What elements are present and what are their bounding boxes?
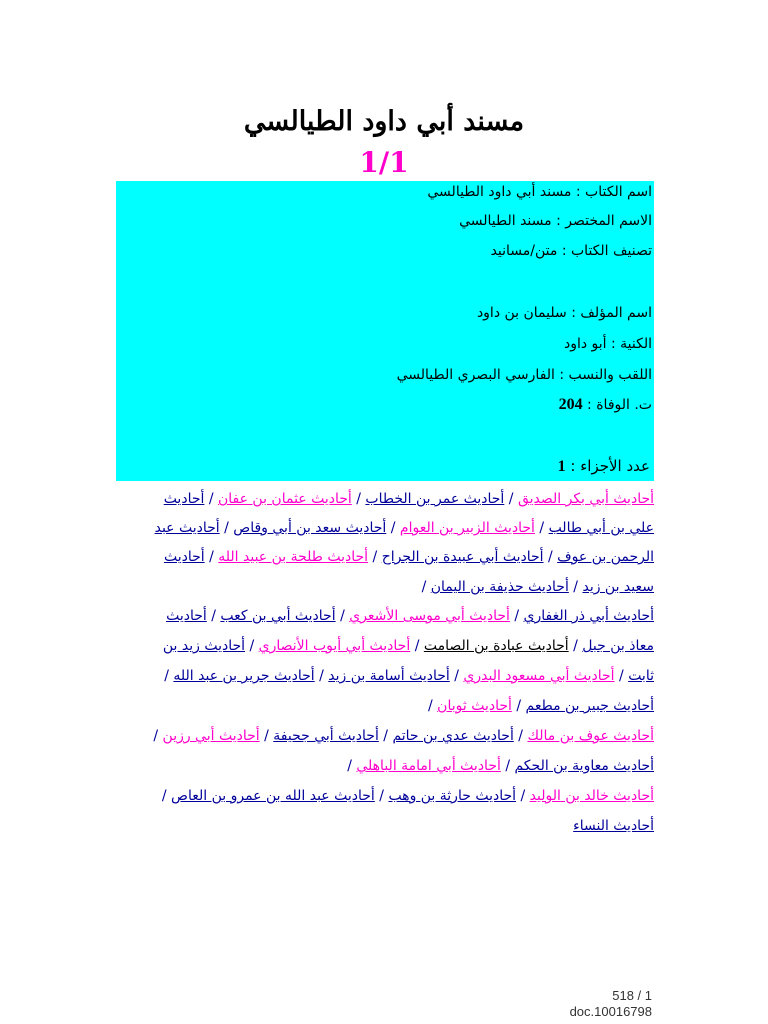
link-abdulrahman-part2[interactable]: الرحمن بن عوف xyxy=(557,549,654,565)
separator: / xyxy=(383,728,388,744)
separator: / xyxy=(161,788,167,804)
separator: / xyxy=(573,579,579,595)
link-muadh-part1[interactable]: أحاديث xyxy=(166,608,207,624)
death-value: 204 xyxy=(558,396,583,413)
info-kunya: الكنية : أبو داود xyxy=(563,336,652,352)
separator: / xyxy=(379,788,384,804)
separator: / xyxy=(514,608,520,624)
separator: / xyxy=(372,549,378,565)
link-abu-bakr[interactable]: أحاديث أبي بكر الصديق xyxy=(517,491,654,507)
link-muadh-part2[interactable]: معاذ بن جبل xyxy=(582,638,654,654)
links-line-8 xyxy=(428,691,654,721)
link-abdulrahman-part1[interactable]: أحاديث عبد xyxy=(154,520,220,536)
separator: / xyxy=(505,758,511,774)
link-hudhayfa[interactable]: أحاديث حذيفة بن اليمان xyxy=(430,579,569,595)
book-info-box xyxy=(116,181,654,481)
link-abdullah-amr[interactable]: أحاديث عبد الله بن عمرو بن العاص xyxy=(171,788,375,804)
link-jarir[interactable]: أحاديث جرير بن عبد الله xyxy=(173,668,315,684)
info-author: اسم المؤلف : سليمان بن داود xyxy=(476,305,652,321)
separator: / xyxy=(347,758,352,774)
links-line-3 xyxy=(164,542,654,572)
link-muawiya[interactable]: أحاديث معاوية بن الحكم xyxy=(514,758,654,774)
link-saeed-part1[interactable]: أحاديث xyxy=(163,549,205,565)
separator: / xyxy=(340,608,345,624)
link-jubayr[interactable]: أحاديث جبير بن مطعم xyxy=(525,698,654,714)
link-abu-umama[interactable]: أحاديث أبي امامة الباهلي xyxy=(356,758,501,774)
separator: / xyxy=(414,638,420,654)
separator: / xyxy=(153,728,159,744)
separator: / xyxy=(209,549,214,565)
link-saad[interactable]: أحاديث سعد بن أبي وقاص xyxy=(233,520,387,536)
separator: / xyxy=(539,520,545,536)
info-lineage: اللقب والنسب : الفارسي البصري الطيالسي xyxy=(396,367,652,383)
footer-page-count: 518 / 1 xyxy=(612,988,652,1003)
separator: / xyxy=(518,728,524,744)
separator: / xyxy=(249,638,255,654)
separator: / xyxy=(208,491,214,507)
link-abu-musa[interactable]: أحاديث أبي موسى الأشعري xyxy=(349,608,510,624)
separator: / xyxy=(520,788,526,804)
link-zayd-thabit-part2[interactable]: ثابت xyxy=(628,668,654,684)
link-abu-ubayda[interactable]: أحاديث أبي عبيدة بن الجراح xyxy=(381,549,544,565)
separator: / xyxy=(516,698,522,714)
links-line-10 xyxy=(347,751,654,781)
separator: / xyxy=(547,549,553,565)
link-adi[interactable]: أحاديث عدي بن حاتم xyxy=(392,728,514,744)
link-talha[interactable]: أحاديث طلحة بن عبيد الله xyxy=(218,549,369,565)
parts-label: عدد الأجزاء : xyxy=(565,457,650,475)
links-line-7 xyxy=(164,661,654,691)
separator: / xyxy=(211,608,216,624)
link-khalid[interactable]: أحاديث خالد بن الوليد xyxy=(529,788,654,804)
link-abu-ayyub[interactable]: أحاديث أبي أيوب الأنصاري xyxy=(258,638,411,654)
link-awf[interactable]: أحاديث عوف بن مالك xyxy=(527,728,654,744)
link-thawban[interactable]: أحاديث ثوبان xyxy=(437,698,512,714)
link-usama[interactable]: أحاديث أسامة بن زيد xyxy=(328,668,450,684)
separator: / xyxy=(421,579,427,595)
separator: / xyxy=(454,668,459,684)
separator: / xyxy=(619,668,624,684)
link-abu-masud[interactable]: أحاديث أبي مسعود البدري xyxy=(463,668,615,684)
link-ubayy[interactable]: أحاديث أبي بن كعب xyxy=(220,608,336,624)
death-label: ت. الوفاة : xyxy=(582,397,652,413)
link-ubada[interactable]: أحاديث عبادة بن الصامت xyxy=(423,638,569,654)
separator: / xyxy=(356,491,361,507)
links-line-1 xyxy=(164,484,654,514)
link-uthman[interactable]: أحاديث عثمان بن عفان xyxy=(218,491,352,507)
links-line-6 xyxy=(163,631,654,661)
link-ali-part2[interactable]: علي بن أبي طالب xyxy=(548,520,654,536)
separator: / xyxy=(573,638,578,654)
link-ali-part1[interactable]: أحاديث xyxy=(163,491,205,507)
link-abu-dharr[interactable]: أحاديث أبي ذر الغفاري xyxy=(523,608,654,624)
separator: / xyxy=(319,668,324,684)
link-zayd-thabit-part1[interactable]: أحاديث زيد بن xyxy=(162,638,246,654)
link-umar[interactable]: أحاديث عمر بن الخطاب xyxy=(365,491,505,507)
footer-doc-id: doc.10016798 xyxy=(569,1004,652,1019)
parts-value: 1 xyxy=(557,458,566,475)
links-line-4 xyxy=(422,572,654,602)
links-line-9 xyxy=(153,721,654,751)
info-short-name: الاسم المختصر : مسند الطيالسي xyxy=(459,213,652,229)
link-abu-razin[interactable]: أحاديث أبي رزين xyxy=(162,728,260,744)
link-haritha[interactable]: أحاديث حارثة بن وهب xyxy=(388,788,517,804)
links-line-5 xyxy=(166,601,654,631)
separator: / xyxy=(164,668,169,684)
info-book-name: اسم الكتاب : مسند أبي داود الطيالسي xyxy=(427,184,652,200)
link-saeed-part2[interactable]: سعيد بن زيد xyxy=(582,579,654,595)
link-women[interactable]: أحاديث النساء xyxy=(573,818,654,834)
link-abu-juhayfa[interactable]: أحاديث أبي جحيفة xyxy=(273,728,379,744)
separator: / xyxy=(390,520,396,536)
book-title: مسند أبي داود الطيالسي xyxy=(243,106,525,137)
link-zubayr[interactable]: أحاديث الزبير بن العوام xyxy=(399,520,535,536)
links-line-11 xyxy=(162,781,654,811)
info-death-year xyxy=(559,396,652,414)
page-indicator: 1/1 xyxy=(359,146,409,179)
links-line-12 xyxy=(573,811,654,841)
links-line-2 xyxy=(155,513,654,543)
separator: / xyxy=(508,491,514,507)
info-parts-count xyxy=(558,457,650,476)
separator: / xyxy=(428,698,433,714)
separator: / xyxy=(264,728,269,744)
info-classification: تصنيف الكتاب : متن/مسانيد xyxy=(490,243,652,259)
separator: / xyxy=(224,520,229,536)
